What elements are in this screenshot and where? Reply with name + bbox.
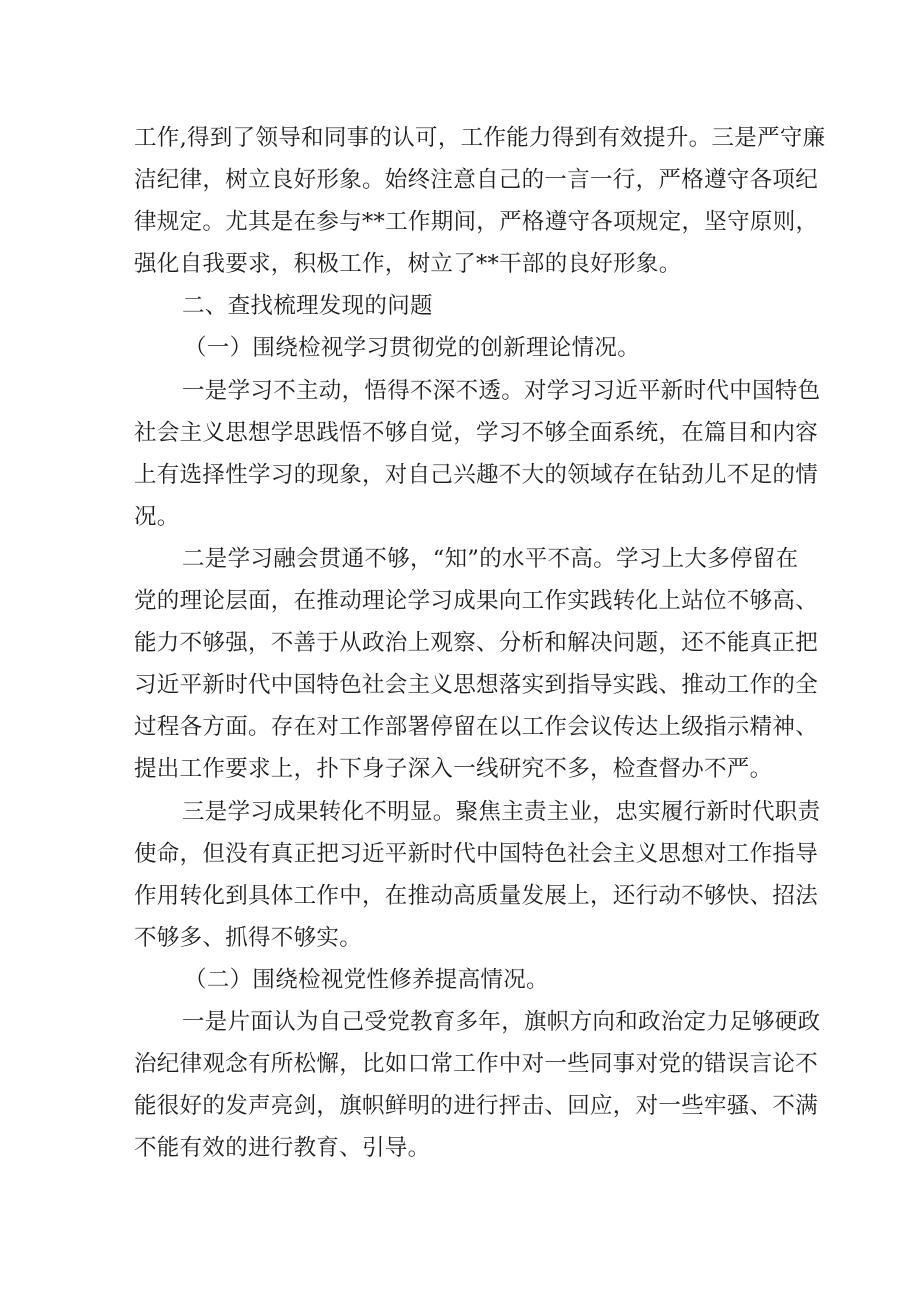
- text-line: 治纪律观念有所松懈，比如口常工作中对一些同事对党的错误言论不: [134, 1051, 819, 1078]
- text-line: 不能有效的进行教育、引导。: [134, 1135, 431, 1162]
- document-body: [134, 117, 826, 1169]
- paragraph-party-discipline: [134, 1001, 821, 1169]
- subsection-heading-text: （二）围绕检视党性修养提高情况。: [184, 966, 549, 993]
- text-line: 洁纪律，树立良好形象。始终注意自己的一言一行，严格遵守各项纪: [134, 167, 819, 194]
- text-line: 上有选择性学习的现象，对自己兴趣不大的领域存在钻劲儿不足的情: [134, 461, 819, 488]
- text-line: 使命，但没有真正把习近平新时代中国特色社会主义思想对工作指导: [134, 840, 819, 867]
- text-line: 提出工作要求上，扑下身子深入一线研究不多，检查督办不严。: [134, 756, 773, 783]
- text-line: 律规定。尤其是在参与**工作期间，严格遵守各项规定，坚守原则，: [134, 209, 819, 236]
- subsection-heading-text: （一）围绕检视学习贯彻党的创新理论情况。: [184, 335, 641, 362]
- text-line: 三是学习成果转化不明显。聚焦主责主业，忠实履行新时代职责: [182, 798, 821, 825]
- text-line: 过程各方面。存在对工作部署停留在以工作会议传达上级指示精神、: [134, 714, 819, 741]
- text-line: 作用转化到具体工作中，在推动高质量发展上，还行动不够快、招法: [134, 882, 819, 909]
- text-line: 党的理论层面，在推动理论学习成果向工作实践转化上站位不够高、: [134, 588, 819, 615]
- section-heading: [134, 285, 804, 327]
- text-line: 二是学习融会贯通不够，“知”的水平不高。学习上大多停留在: [182, 545, 799, 572]
- section-heading-text: 二、查找梳理发现的问题: [182, 293, 433, 320]
- text-line: 强化自我要求，积极工作，树立了**干部的良好形象。: [134, 251, 682, 278]
- text-line: 能很好的发声亮剑，旗帜鲜明的进行抨击、回应，对一些牢骚、不满: [134, 1093, 819, 1120]
- paragraph-intro-continuation: [134, 117, 826, 285]
- paragraph-study-initiative: [134, 370, 821, 538]
- subsection-heading: [134, 959, 804, 1001]
- text-line: 能力不够强，不善于从政治上观察、分析和解决问题，还不能真正把: [134, 630, 819, 657]
- text-line: 况。: [134, 503, 180, 530]
- paragraph-study-results: [134, 791, 821, 959]
- text-line: 不够多、抓得不够实。: [134, 924, 363, 951]
- paragraph-study-integration: [134, 538, 819, 791]
- text-line: 工作,得到了领导和同事的认可，工作能力得到有效提升。三是严守廉: [134, 125, 826, 151]
- subsection-heading: [134, 327, 804, 369]
- text-line: 社会主义思想学思践悟不够自觉，学习不够全面系统，在篇目和内容: [134, 419, 819, 446]
- text-line: 一是学习不主动，悟得不深不透。对学习习近平新时代中国特色: [182, 377, 821, 404]
- text-line: 一是片面认为自己受党教育多年，旗帜方向和政治定力足够硬政: [182, 1008, 821, 1035]
- text-line: 习近平新时代中国特色社会主义思想落实到指导实践、推动工作的全: [134, 672, 819, 699]
